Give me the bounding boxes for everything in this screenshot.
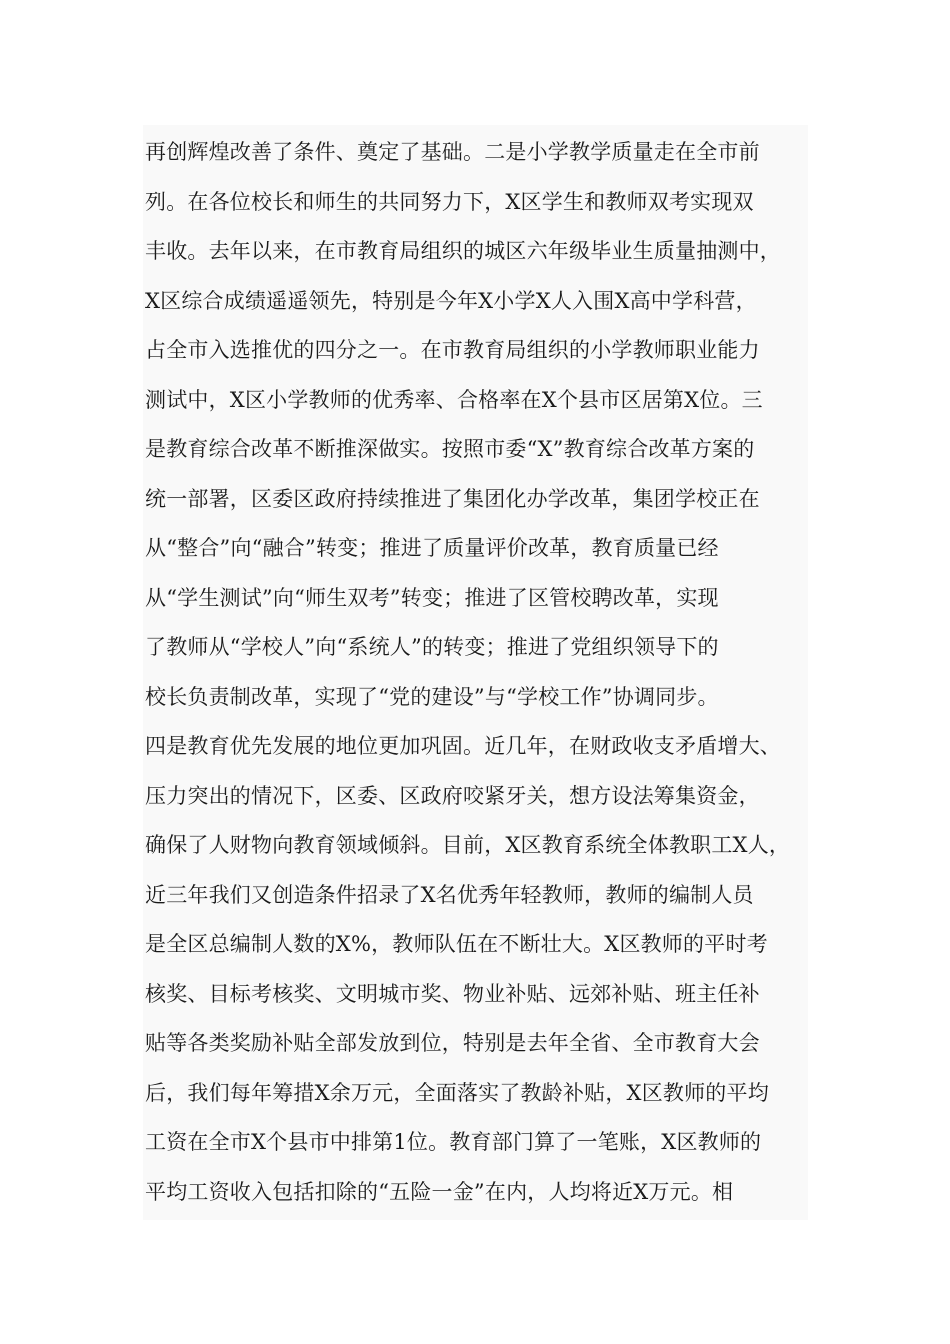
text-line: 从“学生测试”向“师生双考”转变；推进了区管校聘改革，实现 (145, 585, 719, 610)
text-line: 测试中，X区小学教师的优秀率、合格率在X个县市区居第X位。三 (145, 387, 763, 412)
text-line: 列。在各位校长和师生的共同努力下，X区学生和教师双考实现双 (145, 189, 754, 214)
text-line: 后，我们每年筹措X余万元，全面落实了教龄补贴，X区教师的平均 (145, 1080, 769, 1105)
text-line: 贴等各类奖励补贴全部发放到位，特别是去年全省、全市教育大会 (145, 1031, 760, 1055)
text-line: 占全市入选推优的四分之一。在市教育局组织的小学教师职业能力 (145, 338, 760, 362)
body-text (145, 128, 825, 1217)
text-line: 四是教育优先发展的地位更加巩固。近几年，在财政收支矛盾增大、 (145, 734, 781, 758)
text-line: 近三年我们又创造条件招录了X名优秀年轻教师，教师的编制人员 (145, 882, 754, 907)
text-line: 统一部署，区委区政府持续推进了集团化办学改革，集团学校正在 (145, 486, 760, 511)
text-line: X区综合成绩遥遥领先，特别是今年X小学X人入围X高中学科营， (145, 288, 757, 313)
text-line: 丰收。去年以来，在市教育局组织的城区六年级毕业生质量抽测中， (145, 239, 781, 263)
text-line: 了教师从“学校人”向“系统人”的转变；推进了党组织领导下的 (145, 635, 719, 659)
text-line: 确保了人财物向教育领域倾斜。目前，X区教育系统全体教职工X人， (145, 833, 791, 857)
text-line: 是全区总编制人数的X%，教师队伍在不断壮大。X区教师的平时考 (145, 932, 768, 956)
text-line: 从“整合”向“融合”转变；推进了质量评价改革，教育质量已经 (145, 536, 719, 560)
text-line: 平均工资收入包括扣除的“五险一金”在内，人均将近X万元。相 (145, 1179, 734, 1204)
text-line: 压力突出的情况下，区委、区政府咬紧牙关，想方设法筹集资金， (145, 783, 760, 808)
text-line: 核奖、目标考核奖、文明城市奖、物业补贴、远郊补贴、班主任补 (145, 981, 760, 1006)
text-line: 再创辉煌改善了条件、奠定了基础。二是小学教学质量走在全市前 (145, 140, 760, 164)
text-line: 校长负责制改革，实现了“党的建设”与“学校工作”协调同步。 (145, 684, 719, 709)
text-line: 工资在全市X个县市中排第1位。教育部门算了一笔账，X区教师的 (145, 1130, 762, 1154)
text-line: 是教育综合改革不断推深做实。按照市委“X”教育综合改革方案的 (145, 437, 755, 461)
